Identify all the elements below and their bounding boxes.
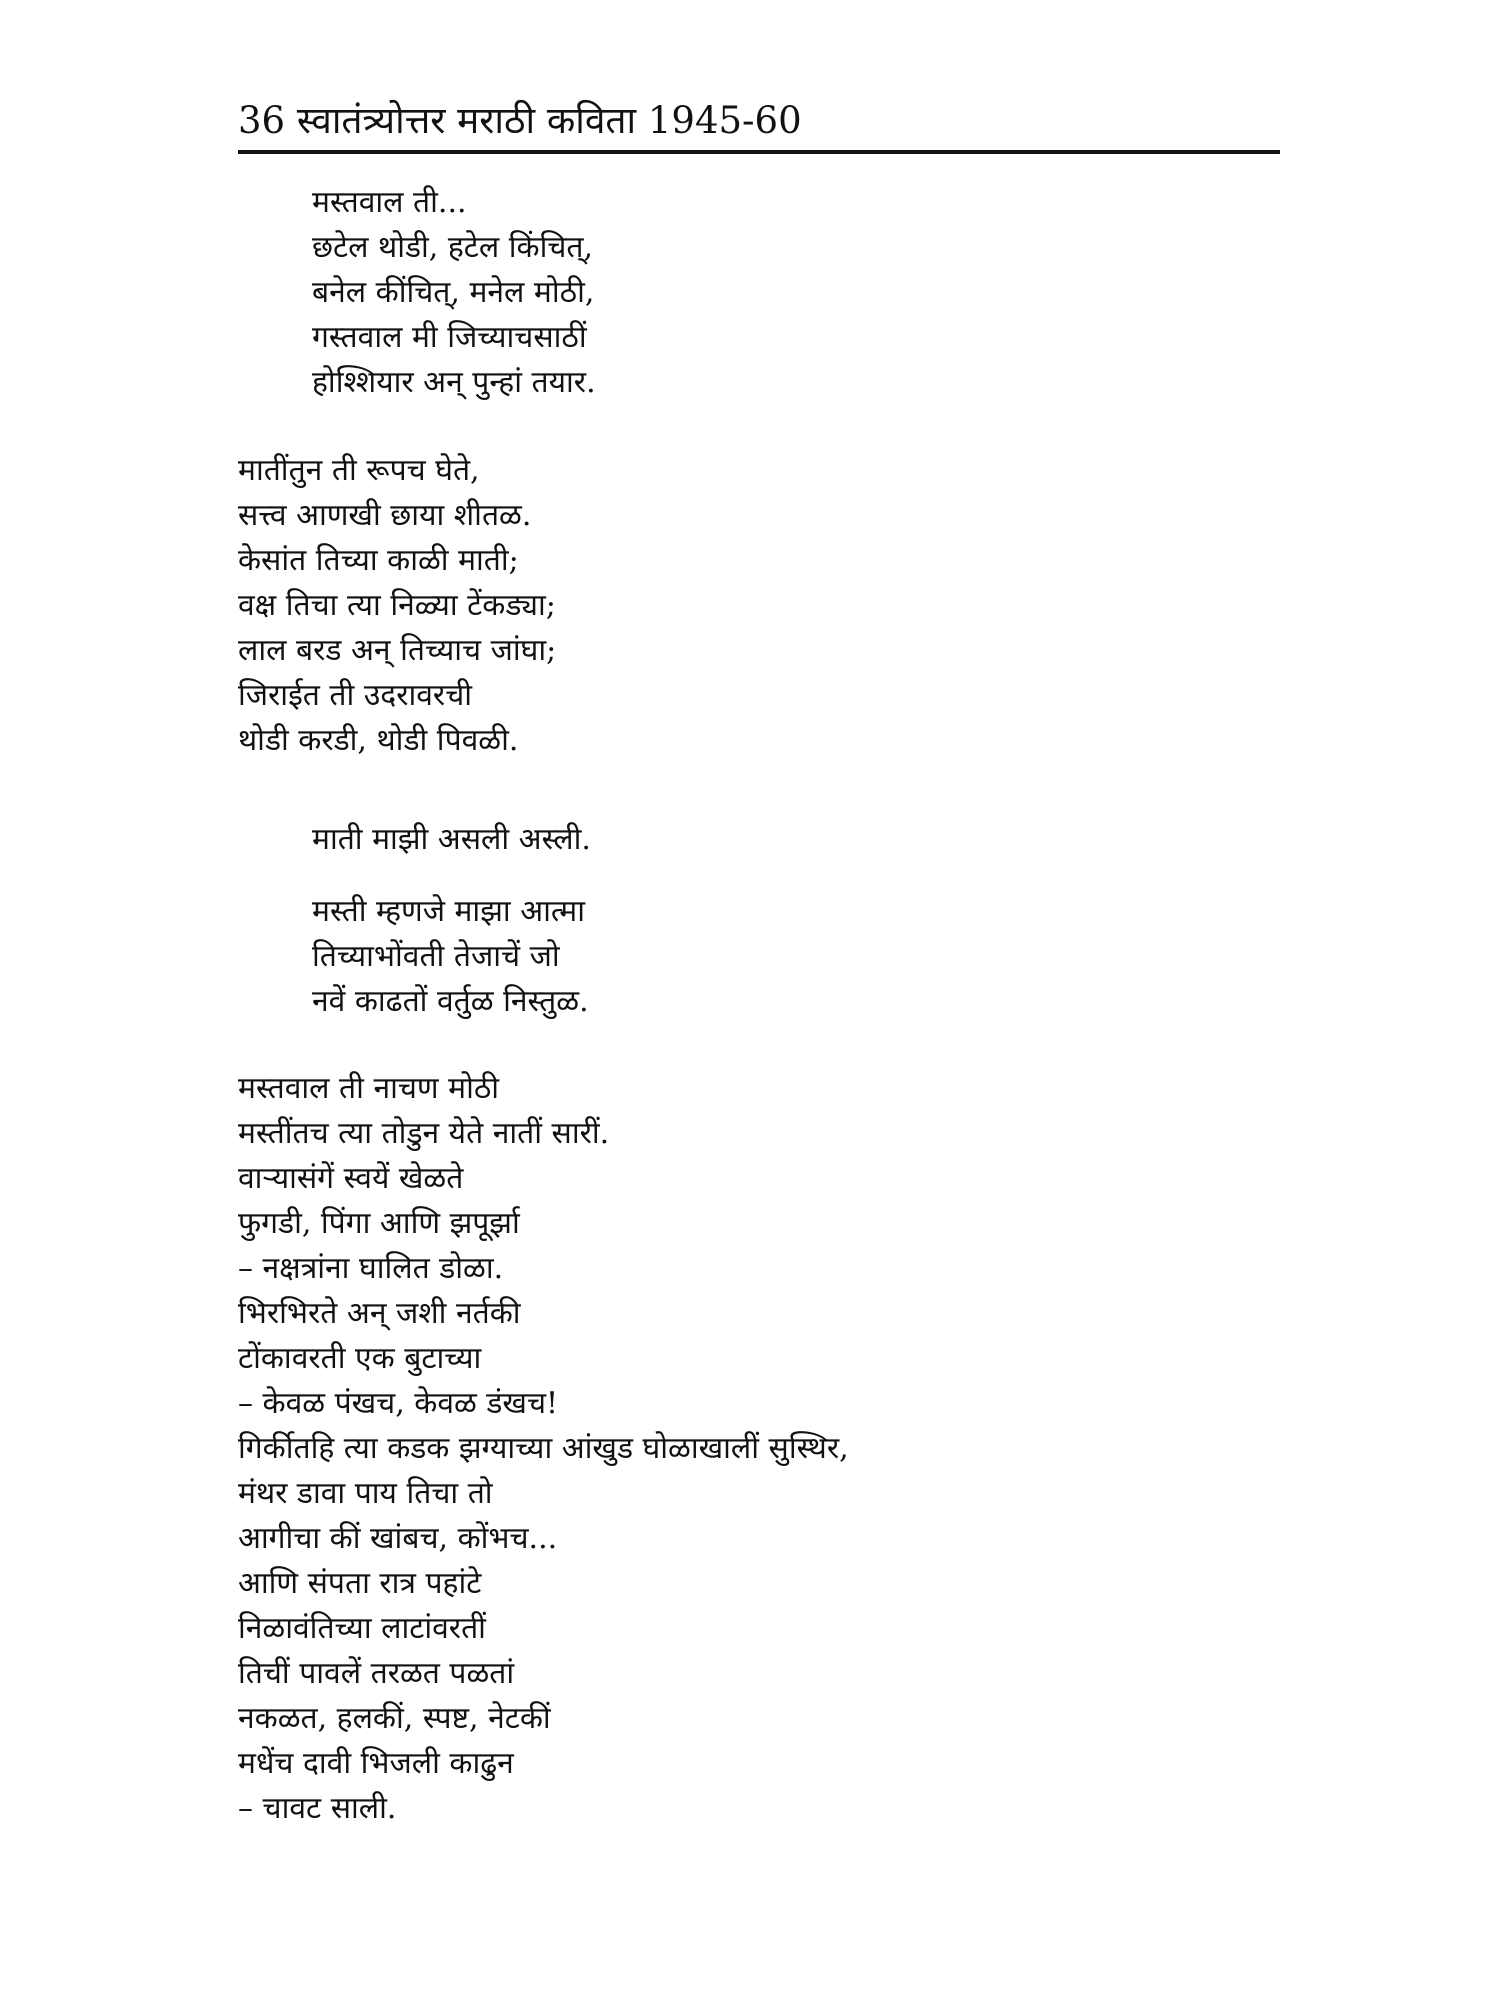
poem-line: तिच्याभोंवती तेजाचें जो — [312, 939, 560, 974]
stanza-4 — [312, 889, 1352, 1024]
poem-line: वक्ष तिचा त्या निळ्या टेंकड्या; — [238, 588, 556, 623]
poem-line: मस्तवाल ती नाचण मोठी — [238, 1071, 500, 1106]
poem-line: थोडी करडी, थोडी पिवळी. — [238, 723, 519, 758]
poem-line: छटेल थोडी, हटेल किंचित्, — [312, 230, 594, 265]
poem-line: टोंकावरती एक बुटाच्या — [238, 1341, 482, 1376]
poem-line: मंथर डावा पाय तिचा तो — [238, 1476, 493, 1511]
poem-line: मस्ती म्हणजे माझा आत्मा — [312, 894, 585, 929]
poem-line: मधेंच दावी भिजली काढुन — [238, 1746, 514, 1781]
poem-line: – नक्षत्रांना घालित डोळा. — [238, 1251, 504, 1286]
poem-line: मस्तींतच त्या तोडुन येते नातीं सारीं. — [238, 1116, 610, 1151]
poem-line: मातींतुन ती रूपच घेते, — [238, 453, 480, 488]
poem-line: मस्तवाल ती... — [312, 185, 467, 220]
poem-line: नकळत, हलकीं, स्पष्ट, नेटकीं — [238, 1701, 551, 1736]
stanza-2 — [238, 448, 1278, 763]
poem-line: आगीचा कीं खांबच, कोंभच... — [238, 1521, 558, 1556]
page-number: 36 — [238, 99, 286, 142]
poem-line: बनेल कींचित्, मनेल मोठी, — [312, 275, 595, 310]
poem-line: – केवळ पंखच, केवळ डंखच! — [238, 1386, 559, 1421]
poem-line: होश्शियार अन् पुन्हां तयार. — [312, 365, 596, 400]
poem-line: तिचीं पावलें तरळत पळतां — [238, 1656, 515, 1691]
poem-line: निळावंतिच्या लाटांवरतीं — [238, 1611, 486, 1646]
header-rule — [238, 150, 1280, 154]
poem-line: गिर्कीतहि त्या कडक झग्याच्या आंखुड घोळाखालीं सुस्थिर, — [238, 1431, 849, 1466]
running-head — [238, 96, 802, 146]
poem-line: गस्तवाल मी जिच्याचसाठीं — [312, 320, 587, 355]
poem-line: नवें काढतों वर्तुळ निस्तुळ. — [312, 984, 589, 1019]
stanza-3 — [312, 817, 1352, 862]
poem-line: केसांत तिच्या काळी माती; — [238, 543, 519, 578]
poem-line: सत्त्व आणखी छाया शीतळ. — [238, 498, 532, 533]
stanza-1 — [312, 180, 1352, 405]
poem-line: माती माझी असली अस्ली. — [312, 822, 591, 857]
poem-line: वाऱ्यासंगें स्वयें खेळते — [238, 1161, 464, 1196]
stanza-5 — [238, 1066, 1278, 1831]
running-title: स्वातंत्र्योत्तर मराठी कविता 1945-60 — [296, 99, 802, 142]
poem-line: जिराईत ती उदरावरची — [238, 678, 473, 713]
poem-line: – चावट साली. — [238, 1791, 397, 1826]
poem-line: फुगडी, पिंगा आणि झपूर्झा — [238, 1206, 520, 1241]
poem-line: भिरभिरते अन् जशी नर्तकी — [238, 1296, 521, 1331]
poem-line: आणि संपता रात्र पहांटे — [238, 1566, 482, 1601]
poem-line: लाल बरड अन् तिच्याच जांघा; — [238, 633, 557, 668]
